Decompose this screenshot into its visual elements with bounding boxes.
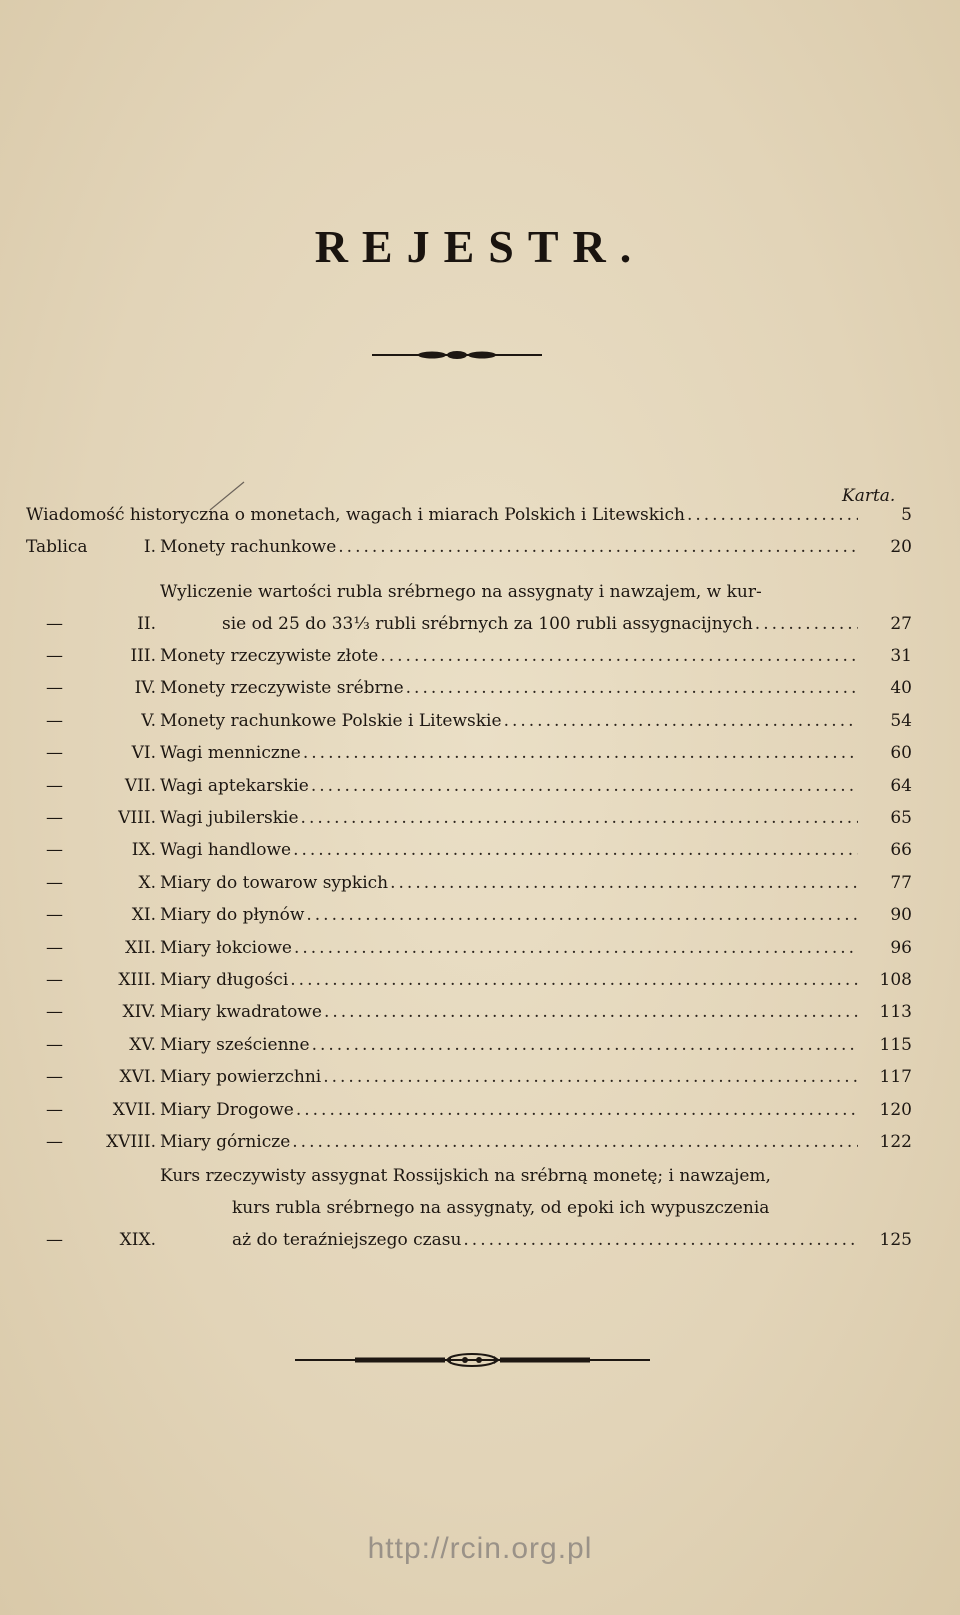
dot-leader [292, 1129, 858, 1155]
page-number: 115 [879, 1035, 912, 1055]
section-numeral: XVI. [119, 1067, 156, 1087]
toc-row [0, 967, 960, 993]
entry-title [26, 502, 858, 528]
entry-text-line: Kurs rzeczywisty assygnat Rossijskich na srébrną monetę; i nawzajem, [160, 1166, 771, 1186]
dot-leader [290, 967, 858, 993]
toc-row [0, 902, 960, 928]
toc-row [0, 708, 960, 734]
section-numeral: IV. [134, 678, 156, 698]
dash-mark: — [46, 743, 63, 763]
toc-row [0, 611, 960, 637]
entry-text-line: Wyliczenie wartości rubla srébrnego na assygnaty i nawzajem, w kur- [160, 582, 762, 602]
section-numeral: XV. [129, 1035, 156, 1055]
dash-mark: — [46, 614, 63, 634]
entry-text: Miary do towarow sypkich [160, 873, 389, 893]
page-number: 40 [890, 678, 912, 698]
dot-leader [338, 534, 858, 560]
dot-leader [312, 1032, 858, 1058]
section-numeral: VII. [124, 776, 156, 796]
toc-row [0, 502, 960, 528]
section-numeral: IX. [131, 840, 156, 860]
entry-text: Wagi jubilerskie [160, 808, 299, 828]
section-numeral: VI. [131, 743, 156, 763]
page-number: 27 [890, 614, 912, 634]
section-numeral: X. [138, 873, 156, 893]
entry-text: Wagi handlowe [160, 840, 292, 860]
page-number: 31 [890, 646, 912, 666]
dot-leader [301, 805, 858, 831]
dot-leader [296, 1097, 858, 1123]
entry-text: Miary kwadratowe [160, 1002, 322, 1022]
dot-leader [390, 870, 858, 896]
dash-mark: — [46, 840, 63, 860]
toc-row [0, 740, 960, 766]
dash-mark: — [46, 1067, 63, 1087]
toc-row [0, 675, 960, 701]
dash-mark: — [46, 970, 63, 990]
section-numeral: XIX. [119, 1230, 156, 1250]
page-number: 64 [890, 776, 912, 796]
page-number: 96 [890, 938, 912, 958]
entry-title [160, 708, 858, 734]
section-numeral: XI. [131, 905, 156, 925]
section-numeral: XIV. [122, 1002, 156, 1022]
dot-leader [323, 1064, 858, 1090]
entry-title [160, 675, 858, 701]
toc-row [0, 805, 960, 831]
entry-text: Miary górnicze [160, 1132, 291, 1152]
entry-text: Miary długości [160, 970, 289, 990]
page-number: 90 [890, 905, 912, 925]
dash-mark: — [46, 678, 63, 698]
toc-row [0, 1064, 960, 1090]
entry-text: sie od 25 do 33⅓ rubli srébrnych za 100 rubli assygnacijnych [222, 614, 753, 634]
page-number: 5 [901, 505, 912, 525]
dash-mark: — [46, 1230, 63, 1250]
entry-text: Miary sześcienne [160, 1035, 310, 1055]
dot-leader [380, 643, 858, 669]
page-number: 66 [890, 840, 912, 860]
dash-mark: — [46, 938, 63, 958]
entry-title [160, 534, 858, 560]
entry-text: Wagi menniczne [160, 743, 301, 763]
entry-title [160, 773, 858, 799]
dot-leader [687, 502, 858, 528]
entry-title [160, 1064, 858, 1090]
page-number: 117 [879, 1067, 912, 1087]
page-number: 125 [879, 1230, 912, 1250]
section-numeral: XVIII. [106, 1132, 156, 1152]
top-ornament-rule [372, 349, 542, 361]
toc-row [0, 837, 960, 863]
tablica-label: Tablica [26, 537, 88, 557]
toc-row [0, 1032, 960, 1058]
toc-row [0, 1097, 960, 1123]
page-number: 20 [890, 537, 912, 557]
entry-title [160, 999, 858, 1025]
dot-leader [311, 773, 858, 799]
section-numeral: XVII. [112, 1100, 156, 1120]
dash-mark: — [46, 711, 63, 731]
dash-mark: — [46, 873, 63, 893]
section-numeral: III. [130, 646, 156, 666]
dash-mark: — [46, 1132, 63, 1152]
dash-mark: — [46, 905, 63, 925]
entry-text: Monety rachunkowe Polskie i Litewskie [160, 711, 502, 731]
entry-text: aż do teraźniejszego czasu [232, 1230, 462, 1250]
entry-title [160, 805, 858, 831]
page-title: REJESTR. [314, 221, 646, 272]
page-number: 108 [879, 970, 912, 990]
dash-mark: — [46, 776, 63, 796]
entry-text: Miary powierzchni [160, 1067, 322, 1087]
dash-mark: — [46, 1002, 63, 1022]
dash-mark: — [46, 1035, 63, 1055]
entry-text: Wiadomość historyczna o monetach, wagach i miarach Polskich i Litewskich [26, 505, 685, 525]
toc-row [0, 773, 960, 799]
toc-row [0, 534, 960, 560]
page-number: 65 [890, 808, 912, 828]
dot-leader [293, 837, 858, 863]
entry-title [160, 1129, 858, 1155]
entry-title [160, 967, 858, 993]
dot-leader [294, 935, 858, 961]
page-number: 77 [890, 873, 912, 893]
entry-title [160, 902, 858, 928]
section-numeral: XIII. [118, 970, 156, 990]
toc-row [0, 870, 960, 896]
entry-text: Monety rzeczywiste srébrne [160, 678, 404, 698]
column-header-karta: Karta. [842, 486, 896, 506]
entry-text-line: kurs rubla srébrnego na assygnaty, od epoki ich wypuszczenia [232, 1198, 770, 1218]
dot-leader [306, 902, 858, 928]
entry-title [160, 837, 858, 863]
dash-mark: — [46, 1100, 63, 1120]
section-numeral: I. [143, 537, 156, 557]
entry-text: Miary Drogowe [160, 1100, 294, 1120]
page-number: 113 [879, 1002, 912, 1022]
dot-leader [303, 740, 858, 766]
page-number: 120 [879, 1100, 912, 1120]
entry-title [160, 1097, 858, 1123]
entry-title [160, 870, 858, 896]
entry-text: Miary łokciowe [160, 938, 292, 958]
source-url-watermark: http://rcin.org.pl [367, 1532, 593, 1565]
entry-title [222, 611, 858, 637]
dot-leader [406, 675, 858, 701]
entry-title [160, 740, 858, 766]
entry-title [160, 643, 858, 669]
bottom-ornament-rule [295, 1352, 650, 1368]
toc-row [0, 643, 960, 669]
page-number: 60 [890, 743, 912, 763]
toc-row [0, 1129, 960, 1155]
section-numeral: II. [137, 614, 156, 634]
dot-leader [463, 1227, 858, 1253]
entry-text: Monety rzeczywiste złote [160, 646, 379, 666]
dot-leader [755, 611, 858, 637]
entry-text: Wagi aptekarskie [160, 776, 309, 796]
entry-text: Monety rachunkowe [160, 537, 337, 557]
page-number: 122 [879, 1132, 912, 1152]
entry-title [160, 935, 858, 961]
section-numeral: XII. [125, 938, 156, 958]
entry-text: Miary do płynów [160, 905, 305, 925]
section-numeral: V. [141, 711, 156, 731]
dot-leader [324, 999, 858, 1025]
dot-leader [504, 708, 858, 734]
toc-row [0, 999, 960, 1025]
section-numeral: VIII. [118, 808, 156, 828]
toc-row [0, 935, 960, 961]
dash-mark: — [46, 646, 63, 666]
dash-mark: — [46, 808, 63, 828]
entry-title [160, 1032, 858, 1058]
page-number: 54 [890, 711, 912, 731]
toc-row [0, 1227, 960, 1253]
entry-title [232, 1227, 858, 1253]
